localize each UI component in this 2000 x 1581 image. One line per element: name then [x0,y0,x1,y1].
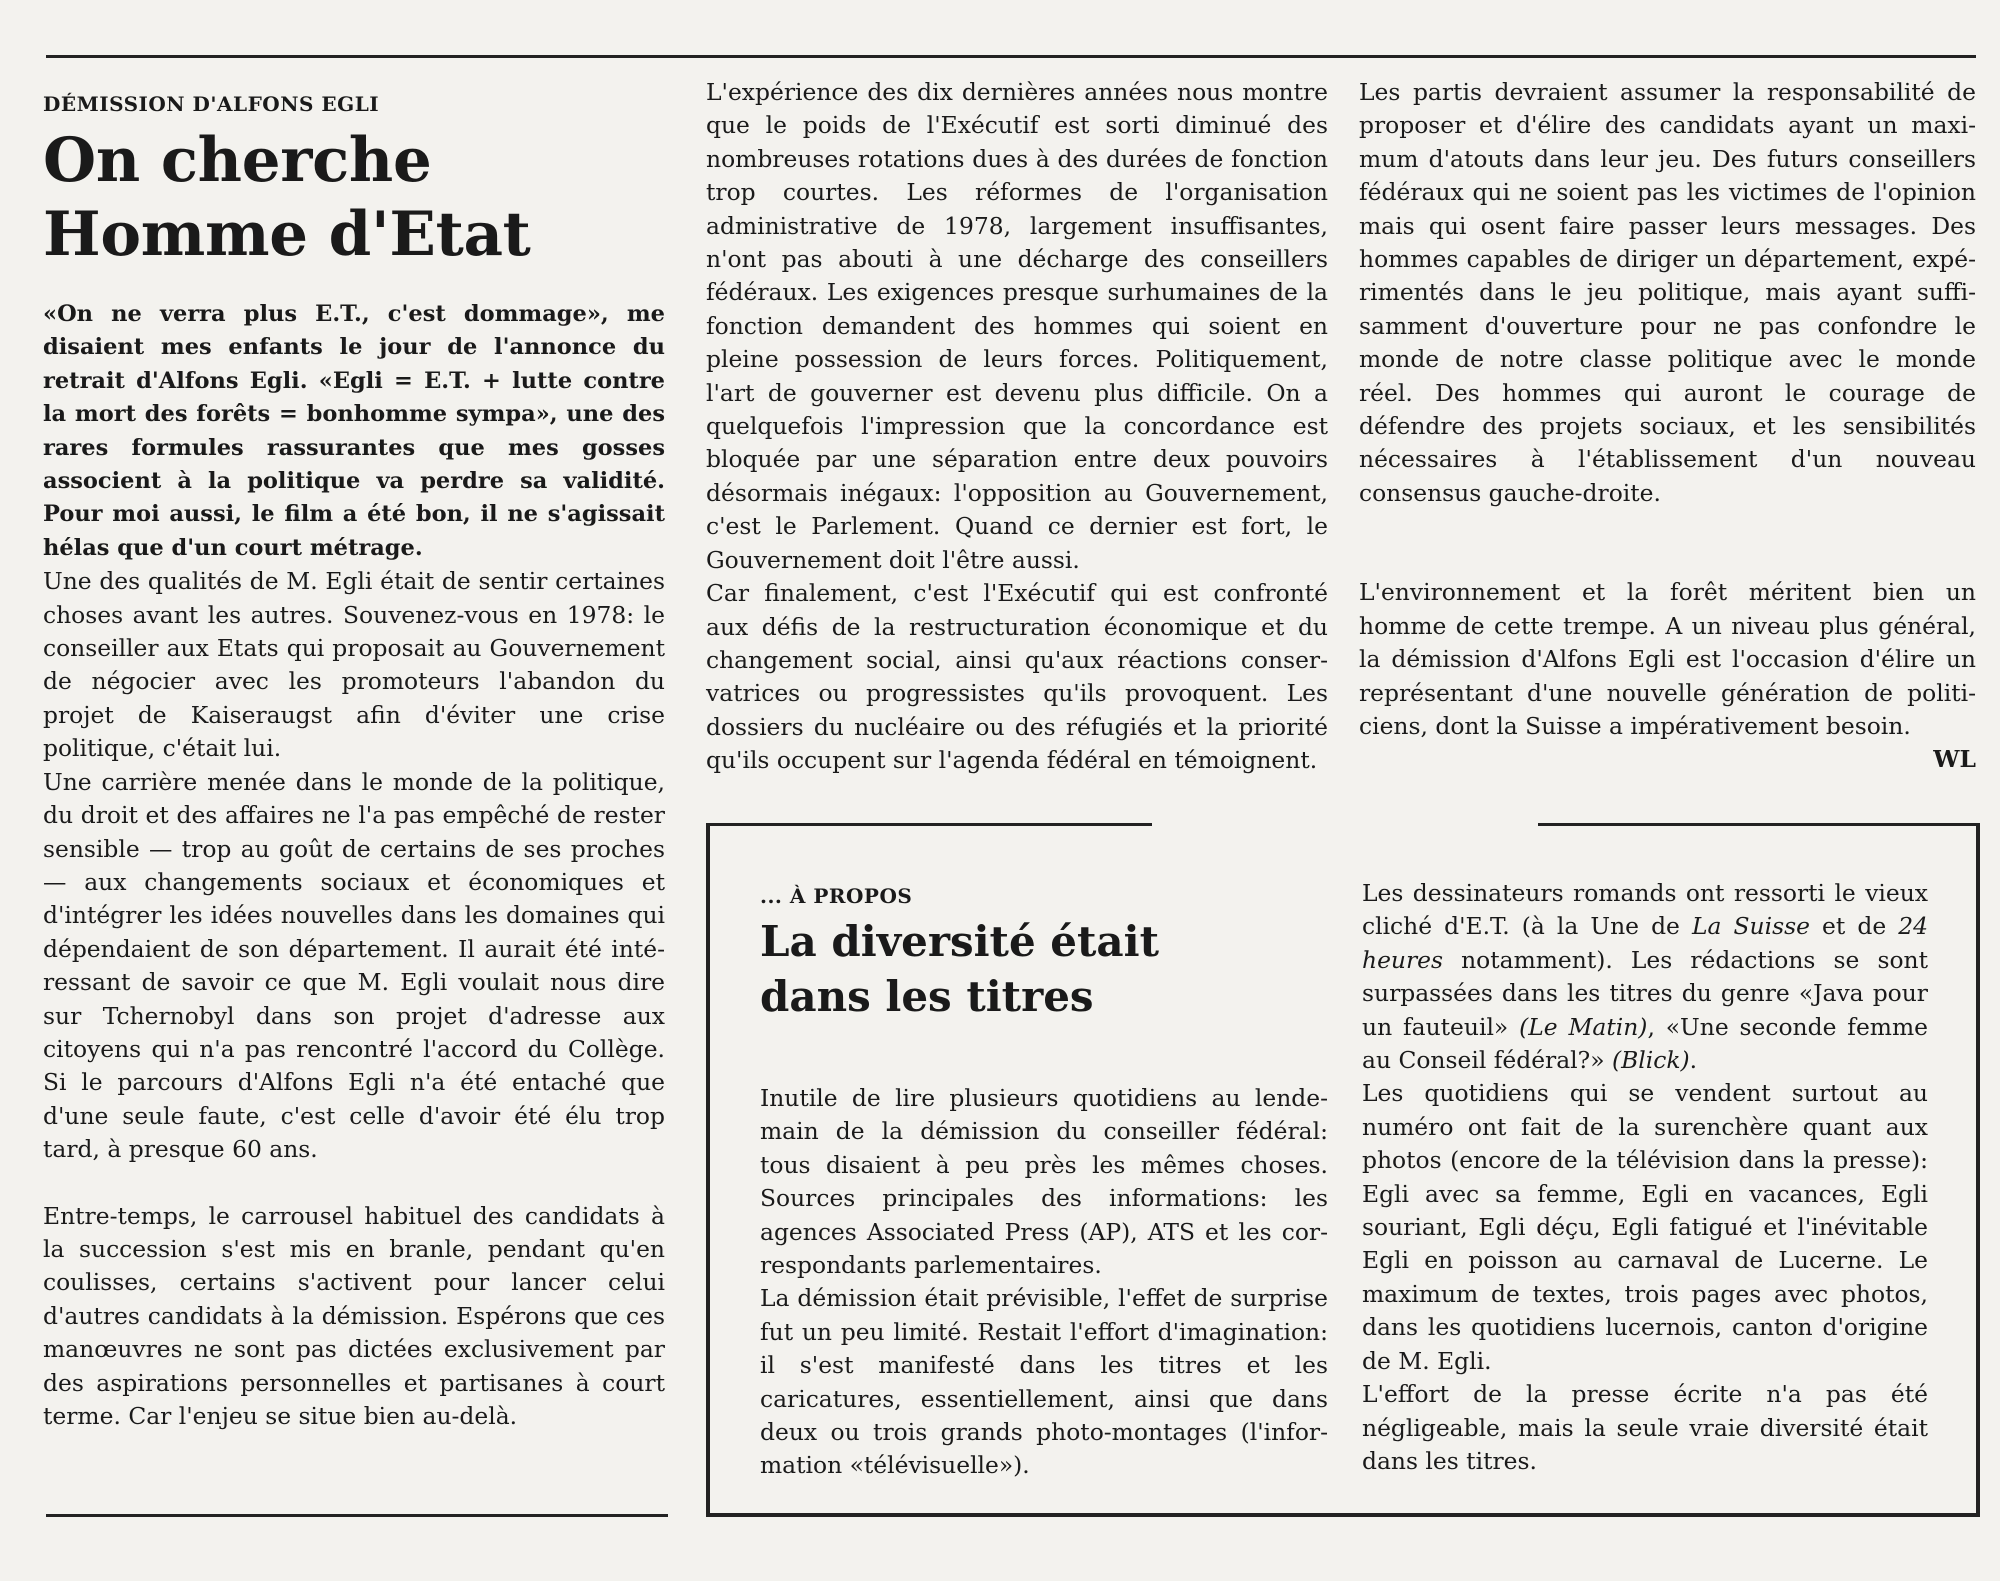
sidebar-paragraph: L'effort de la presse écrite n'a pas été négligeable, mais la seule vraie diversité était dans les titres. [1362,1380,1928,1475]
article-paragraph: Entre-temps, le carrousel habituel des candidats à la succession s'est mis en branle, pendant qu'en coulisses, certains s'activent pour lancer celui d'autres candidats à la démission. Espérons que ces manœuvres ne sont pas dictées exclusivement par des aspirations personnelles et partisanes à court terme. Car l'enjeu se situe bien au-delà. [43,1201,665,1430]
article-paragraph: Une des qualités de M. Egli était de sentir certaines choses avant les autres. Souvenez-vous en 1978: le conseiller aux Etats qui proposait au Gouvernement de négocier avec les promoteurs l'abandon du projet de Kaiseraugst afin d'éviter une crise politique, c'était lui. [43,567,665,763]
sidebar-paragraph: Les quotidiens qui se vendent surtout au numéro ont fait de la surenchère quant aux photos (encore de la télévision dans la presse): Egli avec sa femme, Egli en vacances, Egli souriant, Egli déçu, Egli fatigué et l'inévitable Egli en poisson au carnaval de Lucerne. Le maximum de textes, trois pages avec photos, dans les quotidiens lucernois, canton d'origine de M. Egli. [1362,1079,1928,1375]
headline-line-1: On cherche [43,125,432,196]
sidebar-headline-line-2: dans les titres [760,972,1094,1021]
article-headline [43,124,665,272]
sidebar-kicker: ... À PROPOS [760,884,913,908]
headline-line-2: Homme d'Etat [43,199,531,270]
sidebar-column-1 [760,878,1328,1483]
top-rule [46,55,1976,58]
publication-title: (Blick) [1611,1046,1690,1075]
article-paragraph: Les partis devraient assumer la responsabilité de proposer et d'élire des candidats ayant un maximum d'atouts dans leur jeu. Des futurs conseillers fédéraux qui ne soient pas les victimes de l'opinion mais qui osent faire passer leurs messages. Des hommes capables de diriger un département, expérimentés dans le jeu politique, mais ayant suffisamment d'ouverture pour ne pas confondre le monde de notre classe politique avec le monde réel. Des hommes qui auront le courage de défendre des projets sociaux, et les sensibilités nécessaires à l'établissement d'un nouveau consensus gauche-droite. [1359,78,1976,507]
sidebar-paragraph: La démission était prévisible, l'effet de surprise fut un peu limité. Restait l'effort d'imagination: il s'est manifesté dans les titres et les caricatures, essentiellement, ainsi que dans deux ou trois grands photo-montages (l'information «télévisuelle»). [760,1284,1328,1480]
article-paragraph: L'environnement et la forêt méritent bien un homme de cette trempe. A un niveau plus général, la démission d'Alfons Egli est l'occasion d'élire un représentant d'une nouvelle génération de politiciens, dont la Suisse a impérativement besoin. [1359,578,1976,740]
article-signature: WL [1933,745,1976,774]
publication-title: 24 heures [1362,912,1928,974]
sidebar-border-bottom [706,1513,1980,1517]
sidebar-border-top-left [706,823,1152,826]
article-column-1 [43,84,665,1433]
sidebar-border-right [1976,823,1980,1517]
sidebar-border-top-right [1538,823,1980,826]
sidebar-headline [760,914,1328,1024]
sidebar-column-2 [1362,877,1928,1478]
article-kicker: DÉMISSION D'ALFONS EGLI [43,92,380,116]
publication-title: (Le Matin) [1519,1012,1648,1041]
article-paragraph: L'expérience des dix dernières années nous montre que le poids de l'Exécutif est sorti diminué des nombreuses rotations dues à des durées de fonction trop courtes. Les réformes de l'organisation administrative de 1978, largement insuffisantes, n'ont pas abouti à une décharge des conseillers fédéraux. Les exigences presque surhumaines de la fonction demandent des hommes qui soient en pleine possession de leurs forces. Politiquement, l'art de gouverner est devenu plus difficile. On a quelquefois l'impression que la concordance est bloquée par une séparation entre deux pouvoirs désormais inégaux: l'opposition au Gouvernement, c'est le Parlement. Quand ce dernier est fort, le Gouvernement doit l'être aussi. [706,78,1328,574]
sidebar-headline-line-1: La diversité était [760,917,1159,966]
article-column-3 [1359,76,1976,777]
publication-title: La Suisse [1691,912,1810,941]
sidebar-paragraph: Inutile de lire plusieurs quotidiens au lendemain de la démission du conseiller fédéral: tous disaient à peu près les mêmes choses. Sources principales des informations: les agences Associated Press (AP), ATS et les correspondants parlementaires. [760,1084,1328,1280]
bottom-rule [46,1514,668,1517]
sidebar-paragraph: Les dessinateurs romands ont ressorti le vieux cliché d'E.T. (à la Une de La Suisse et de 24 heures notamment). Les rédactions se sont surpassées dans les titres du genre «Java pour un fauteuil» (Le Matin), «Une seconde femme au Conseil fédéral?» (Blick). [1362,879,1928,1075]
article-lead: «On ne verra plus E.T., c'est dommage», me disaient mes enfants le jour de l'annonce du retrait d'Alfons Egli. «Egli = E.T. + lutte contre la mort des forêts = bonhomme sympa», une des rares formules rassurantes que mes gosses associent à la politique va perdre sa validité. Pour moi aussi, le film a été bon, il ne s'agissait hélas que d'un court métrage. [43,301,665,561]
article-paragraph: Une carrière menée dans le monde de la politique, du droit et des affaires ne l'a pas empêché de rester sensible — trop au goût de certains de ses proches — aux changements sociaux et économiques et d'intégrer les idées nouvelles dans les domaines qui dépendaient de son département. Il aurait été intéressant de savoir ce que M. Egli voulait nous dire sur Tchernobyl dans son projet d'adresse aux citoyens qui n'a pas rencontré l'accord du Collège. Si le parcours d'Alfons Egli n'a été entaché que d'une seule faute, c'est celle d'avoir été élu trop tard, à presque 60 ans. [43,767,665,1164]
sidebar-border-left [706,823,710,1517]
article-column-2 [706,76,1328,778]
article-paragraph: Car finalement, c'est l'Exécutif qui est confronté aux défis de la restructuration économique et du changement social, ainsi qu'aux réactions conservatrices ou progressistes qu'ils provoquent. Les dossiers du nucléaire ou des réfugiés et la priorité qu'ils occupent sur l'agenda fédéral en témoignent. [706,579,1328,775]
